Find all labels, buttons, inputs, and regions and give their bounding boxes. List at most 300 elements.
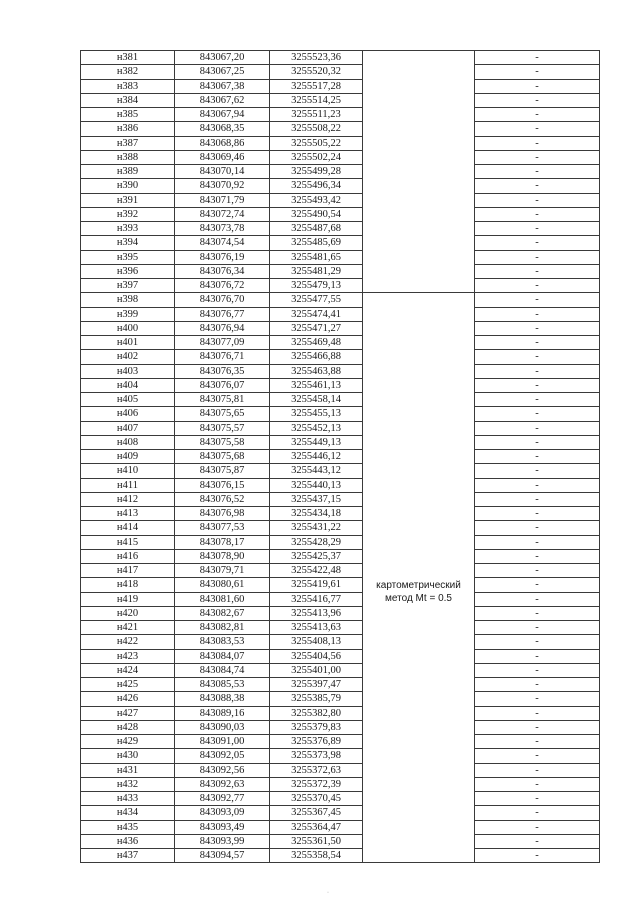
- point-id: н386: [81, 122, 175, 136]
- table-row: [81, 435, 600, 449]
- method-cell: [363, 792, 475, 806]
- table-row: [81, 222, 600, 236]
- accuracy-cell: -: [475, 79, 600, 93]
- point-id: н388: [81, 150, 175, 164]
- method-cell: [363, 635, 475, 649]
- coord-y: 3255443,12: [270, 464, 363, 478]
- point-id: н420: [81, 606, 175, 620]
- point-id: н432: [81, 777, 175, 791]
- table-row: [81, 51, 600, 65]
- method-cell: [363, 849, 475, 863]
- accuracy-cell: -: [475, 150, 600, 164]
- coord-x: 843077,09: [175, 336, 270, 350]
- point-id: н404: [81, 378, 175, 392]
- coord-y: 3255493,42: [270, 193, 363, 207]
- coord-x: 843075,58: [175, 435, 270, 449]
- table-row: [81, 735, 600, 749]
- method-cell: [363, 378, 475, 392]
- coord-y: 3255382,80: [270, 706, 363, 720]
- accuracy-cell: -: [475, 806, 600, 820]
- coord-y: 3255401,00: [270, 663, 363, 677]
- accuracy-cell: -: [475, 606, 600, 620]
- accuracy-cell: -: [475, 763, 600, 777]
- table-row: [81, 535, 600, 549]
- accuracy-cell: -: [475, 792, 600, 806]
- table-row: [81, 250, 600, 264]
- accuracy-cell: -: [475, 834, 600, 848]
- coord-y: 3255422,48: [270, 564, 363, 578]
- coord-x: 843075,65: [175, 407, 270, 421]
- coord-x: 843068,86: [175, 136, 270, 150]
- coord-y: 3255419,61: [270, 578, 363, 592]
- method-cell: [363, 435, 475, 449]
- method-cell: [363, 51, 475, 65]
- accuracy-cell: -: [475, 65, 600, 79]
- accuracy-cell: -: [475, 378, 600, 392]
- table-row: [81, 122, 600, 136]
- method-cell: [363, 606, 475, 620]
- coord-y: 3255437,15: [270, 492, 363, 506]
- coord-y: 3255502,24: [270, 150, 363, 164]
- coord-x: 843078,90: [175, 549, 270, 563]
- point-id: н400: [81, 321, 175, 335]
- accuracy-cell: -: [475, 264, 600, 278]
- accuracy-cell: -: [475, 279, 600, 293]
- accuracy-cell: -: [475, 293, 600, 307]
- coord-x: 843084,07: [175, 649, 270, 663]
- coord-x: 843081,60: [175, 592, 270, 606]
- table-row: [81, 507, 600, 521]
- coord-x: 843092,63: [175, 777, 270, 791]
- coord-x: 843079,71: [175, 564, 270, 578]
- method-cell: [363, 507, 475, 521]
- point-id: н408: [81, 435, 175, 449]
- table-row: [81, 464, 600, 478]
- coord-x: 843068,35: [175, 122, 270, 136]
- accuracy-cell: -: [475, 222, 600, 236]
- coord-x: 843093,99: [175, 834, 270, 848]
- point-id: н384: [81, 93, 175, 107]
- point-id: н429: [81, 735, 175, 749]
- table-row: [81, 279, 600, 293]
- point-id: н433: [81, 792, 175, 806]
- accuracy-cell: -: [475, 450, 600, 464]
- accuracy-cell: -: [475, 193, 600, 207]
- coord-y: 3255452,13: [270, 421, 363, 435]
- method-cell: [363, 549, 475, 563]
- point-id: н396: [81, 264, 175, 278]
- coord-x: 843073,78: [175, 222, 270, 236]
- table-row: [81, 578, 600, 592]
- coord-x: 843070,14: [175, 165, 270, 179]
- method-cell: [363, 492, 475, 506]
- method-cell: [363, 621, 475, 635]
- point-id: н391: [81, 193, 175, 207]
- coord-x: 843074,54: [175, 236, 270, 250]
- point-id: н423: [81, 649, 175, 663]
- coord-x: 843075,87: [175, 464, 270, 478]
- method-cell: [363, 393, 475, 407]
- accuracy-cell: -: [475, 165, 600, 179]
- coord-y: 3255458,14: [270, 393, 363, 407]
- coord-y: 3255416,77: [270, 592, 363, 606]
- coord-x: 843076,35: [175, 364, 270, 378]
- coord-y: 3255508,22: [270, 122, 363, 136]
- coord-x: 843094,57: [175, 849, 270, 863]
- coord-y: 3255449,13: [270, 435, 363, 449]
- coord-y: 3255408,13: [270, 635, 363, 649]
- accuracy-cell: -: [475, 435, 600, 449]
- point-id: н382: [81, 65, 175, 79]
- point-id: н392: [81, 207, 175, 221]
- point-id: н402: [81, 350, 175, 364]
- point-id: н431: [81, 763, 175, 777]
- table-row: [81, 421, 600, 435]
- coord-y: 3255485,69: [270, 236, 363, 250]
- method-cell: [363, 535, 475, 549]
- accuracy-cell: -: [475, 663, 600, 677]
- coord-y: 3255358,54: [270, 849, 363, 863]
- point-id: н424: [81, 663, 175, 677]
- coord-x: 843077,53: [175, 521, 270, 535]
- point-id: н381: [81, 51, 175, 65]
- coord-x: 843071,79: [175, 193, 270, 207]
- point-id: н413: [81, 507, 175, 521]
- coord-x: 843076,52: [175, 492, 270, 506]
- accuracy-cell: -: [475, 492, 600, 506]
- coord-x: 843076,15: [175, 478, 270, 492]
- table-row: [81, 321, 600, 335]
- coord-x: 843076,94: [175, 321, 270, 335]
- method-cell: [363, 250, 475, 264]
- point-id: н415: [81, 535, 175, 549]
- method-cell: [363, 236, 475, 250]
- point-id: н416: [81, 549, 175, 563]
- table-row: [81, 364, 600, 378]
- method-cell: [363, 122, 475, 136]
- method-cell: [363, 763, 475, 777]
- coord-y: 3255487,68: [270, 222, 363, 236]
- point-id: н425: [81, 678, 175, 692]
- method-cell: [363, 820, 475, 834]
- coord-y: 3255367,45: [270, 806, 363, 820]
- table-row: [81, 720, 600, 734]
- page-mark: ·: [327, 890, 329, 896]
- point-id: н393: [81, 222, 175, 236]
- method-cell: [363, 165, 475, 179]
- table-row: [81, 749, 600, 763]
- coord-y: 3255431,22: [270, 521, 363, 535]
- coord-y: 3255520,32: [270, 65, 363, 79]
- accuracy-cell: -: [475, 549, 600, 563]
- point-id: н383: [81, 79, 175, 93]
- coord-x: 843082,67: [175, 606, 270, 620]
- coord-y: 3255372,39: [270, 777, 363, 791]
- coord-x: 843070,92: [175, 179, 270, 193]
- table-row: [81, 336, 600, 350]
- method-cell: [363, 649, 475, 663]
- accuracy-cell: -: [475, 578, 600, 592]
- method-cell: [363, 450, 475, 464]
- coord-y: 3255370,45: [270, 792, 363, 806]
- accuracy-cell: -: [475, 706, 600, 720]
- coord-y: 3255514,25: [270, 93, 363, 107]
- table-row: [81, 93, 600, 107]
- coord-y: 3255490,54: [270, 207, 363, 221]
- coord-y: 3255446,12: [270, 450, 363, 464]
- table-row: [81, 521, 600, 535]
- accuracy-cell: -: [475, 336, 600, 350]
- method-cell: [363, 464, 475, 478]
- accuracy-cell: -: [475, 207, 600, 221]
- coord-y: 3255474,41: [270, 307, 363, 321]
- method-cell: [363, 136, 475, 150]
- table-row: [81, 108, 600, 122]
- table-row: [81, 150, 600, 164]
- accuracy-cell: -: [475, 364, 600, 378]
- accuracy-cell: -: [475, 250, 600, 264]
- coord-x: 843067,20: [175, 51, 270, 65]
- coord-x: 843067,62: [175, 93, 270, 107]
- method-cell: [363, 93, 475, 107]
- point-id: н398: [81, 293, 175, 307]
- coord-y: 3255440,13: [270, 478, 363, 492]
- method-cell: [363, 806, 475, 820]
- method-cell: [363, 79, 475, 93]
- table-row: [81, 378, 600, 392]
- method-cell: [363, 65, 475, 79]
- accuracy-cell: -: [475, 564, 600, 578]
- table-row: [81, 763, 600, 777]
- method-cell: [363, 193, 475, 207]
- coord-y: 3255463,88: [270, 364, 363, 378]
- table-row: [81, 792, 600, 806]
- coord-y: 3255413,63: [270, 621, 363, 635]
- table-row: [81, 65, 600, 79]
- table-row: [81, 549, 600, 563]
- coord-y: 3255364,47: [270, 820, 363, 834]
- coord-y: 3255517,28: [270, 79, 363, 93]
- point-id: н394: [81, 236, 175, 250]
- method-cell: [363, 720, 475, 734]
- method-cell: [363, 521, 475, 535]
- accuracy-cell: -: [475, 421, 600, 435]
- coord-x: 843076,70: [175, 293, 270, 307]
- method-cell: [363, 150, 475, 164]
- point-id: н405: [81, 393, 175, 407]
- table-row: [81, 649, 600, 663]
- accuracy-cell: -: [475, 535, 600, 549]
- accuracy-cell: -: [475, 108, 600, 122]
- accuracy-cell: -: [475, 93, 600, 107]
- accuracy-cell: -: [475, 649, 600, 663]
- point-id: н395: [81, 250, 175, 264]
- point-id: н399: [81, 307, 175, 321]
- coord-y: 3255379,83: [270, 720, 363, 734]
- table-row: [81, 450, 600, 464]
- point-id: н435: [81, 820, 175, 834]
- table-row: [81, 236, 600, 250]
- coord-x: 843083,53: [175, 635, 270, 649]
- table-row: [81, 564, 600, 578]
- coord-y: 3255372,63: [270, 763, 363, 777]
- accuracy-cell: -: [475, 621, 600, 635]
- accuracy-cell: -: [475, 749, 600, 763]
- coord-y: 3255481,29: [270, 264, 363, 278]
- coord-x: 843090,03: [175, 720, 270, 734]
- table-row: [81, 820, 600, 834]
- method-cell: [363, 421, 475, 435]
- point-id: н401: [81, 336, 175, 350]
- method-cell: [363, 692, 475, 706]
- method-cell: [363, 564, 475, 578]
- accuracy-cell: -: [475, 635, 600, 649]
- method-cell: [363, 293, 475, 307]
- table-row: [81, 635, 600, 649]
- coord-y: 3255461,13: [270, 378, 363, 392]
- coordinates-table-body: [81, 51, 600, 863]
- coord-y: 3255385,79: [270, 692, 363, 706]
- point-id: н406: [81, 407, 175, 421]
- point-id: н411: [81, 478, 175, 492]
- point-id: н419: [81, 592, 175, 606]
- coord-x: 843078,17: [175, 535, 270, 549]
- coord-y: 3255466,88: [270, 350, 363, 364]
- point-id: н437: [81, 849, 175, 863]
- point-id: н421: [81, 621, 175, 635]
- coord-y: 3255469,48: [270, 336, 363, 350]
- coord-y: 3255376,89: [270, 735, 363, 749]
- table-row: [81, 706, 600, 720]
- coord-x: 843085,53: [175, 678, 270, 692]
- coord-y: 3255479,13: [270, 279, 363, 293]
- coord-x: 843084,74: [175, 663, 270, 677]
- coord-y: 3255471,27: [270, 321, 363, 335]
- accuracy-cell: -: [475, 321, 600, 335]
- method-label: картометрический: [376, 580, 461, 591]
- coord-y: 3255428,29: [270, 535, 363, 549]
- accuracy-cell: -: [475, 179, 600, 193]
- method-cell: [363, 321, 475, 335]
- point-id: н436: [81, 834, 175, 848]
- table-row: [81, 806, 600, 820]
- method-cell: [363, 749, 475, 763]
- accuracy-cell: -: [475, 820, 600, 834]
- table-row: [81, 193, 600, 207]
- coord-y: 3255434,18: [270, 507, 363, 521]
- accuracy-cell: -: [475, 136, 600, 150]
- table-row: [81, 350, 600, 364]
- point-id: н385: [81, 108, 175, 122]
- point-id: н387: [81, 136, 175, 150]
- table-row: [81, 179, 600, 193]
- coord-y: 3255511,23: [270, 108, 363, 122]
- coord-y: 3255499,28: [270, 165, 363, 179]
- table-row: [81, 777, 600, 791]
- table-row: [81, 165, 600, 179]
- coord-x: 843089,16: [175, 706, 270, 720]
- accuracy-cell: -: [475, 350, 600, 364]
- accuracy-cell: -: [475, 592, 600, 606]
- accuracy-cell: -: [475, 407, 600, 421]
- coord-y: 3255404,56: [270, 649, 363, 663]
- point-id: н390: [81, 179, 175, 193]
- coord-x: 843067,25: [175, 65, 270, 79]
- method-cell: [363, 364, 475, 378]
- coord-y: 3255361,50: [270, 834, 363, 848]
- method-cell: [363, 264, 475, 278]
- accuracy-cell: -: [475, 478, 600, 492]
- method-cell: [363, 578, 475, 607]
- coord-x: 843076,19: [175, 250, 270, 264]
- coord-x: 843069,46: [175, 150, 270, 164]
- point-id: н409: [81, 450, 175, 464]
- point-id: н422: [81, 635, 175, 649]
- coord-y: 3255413,96: [270, 606, 363, 620]
- method-cell: [363, 678, 475, 692]
- table-row: [81, 136, 600, 150]
- point-id: н427: [81, 706, 175, 720]
- method-cell: [363, 777, 475, 791]
- table-row: [81, 849, 600, 863]
- table-row: [81, 264, 600, 278]
- coord-x: 843076,07: [175, 378, 270, 392]
- table-row: [81, 307, 600, 321]
- coord-x: 843076,77: [175, 307, 270, 321]
- accuracy-cell: -: [475, 735, 600, 749]
- method-cell: [363, 735, 475, 749]
- accuracy-cell: -: [475, 692, 600, 706]
- accuracy-cell: -: [475, 393, 600, 407]
- table-row: [81, 207, 600, 221]
- point-id: н418: [81, 578, 175, 592]
- table-row: [81, 293, 600, 307]
- point-id: н426: [81, 692, 175, 706]
- coord-x: 843080,61: [175, 578, 270, 592]
- point-id: н410: [81, 464, 175, 478]
- method-cell: [363, 307, 475, 321]
- coord-x: 843092,05: [175, 749, 270, 763]
- coord-y: 3255455,13: [270, 407, 363, 421]
- coord-x: 843076,71: [175, 350, 270, 364]
- method-accuracy-label: метод Mt = 0.5: [385, 593, 452, 604]
- method-cell: [363, 207, 475, 221]
- coord-x: 843076,98: [175, 507, 270, 521]
- table-row: [81, 663, 600, 677]
- accuracy-cell: -: [475, 720, 600, 734]
- coord-y: 3255523,36: [270, 51, 363, 65]
- coordinates-table: [80, 50, 600, 863]
- point-id: н430: [81, 749, 175, 763]
- coord-x: 843075,81: [175, 393, 270, 407]
- point-id: н403: [81, 364, 175, 378]
- accuracy-cell: -: [475, 236, 600, 250]
- accuracy-cell: -: [475, 51, 600, 65]
- table-row: [81, 478, 600, 492]
- point-id: н417: [81, 564, 175, 578]
- method-cell: [363, 663, 475, 677]
- point-id: н428: [81, 720, 175, 734]
- accuracy-cell: -: [475, 678, 600, 692]
- method-cell: [363, 222, 475, 236]
- coord-y: 3255397,47: [270, 678, 363, 692]
- coord-x: 843076,72: [175, 279, 270, 293]
- coord-x: 843092,77: [175, 792, 270, 806]
- coord-y: 3255481,65: [270, 250, 363, 264]
- table-row: [81, 692, 600, 706]
- table-row: [81, 834, 600, 848]
- point-id: н412: [81, 492, 175, 506]
